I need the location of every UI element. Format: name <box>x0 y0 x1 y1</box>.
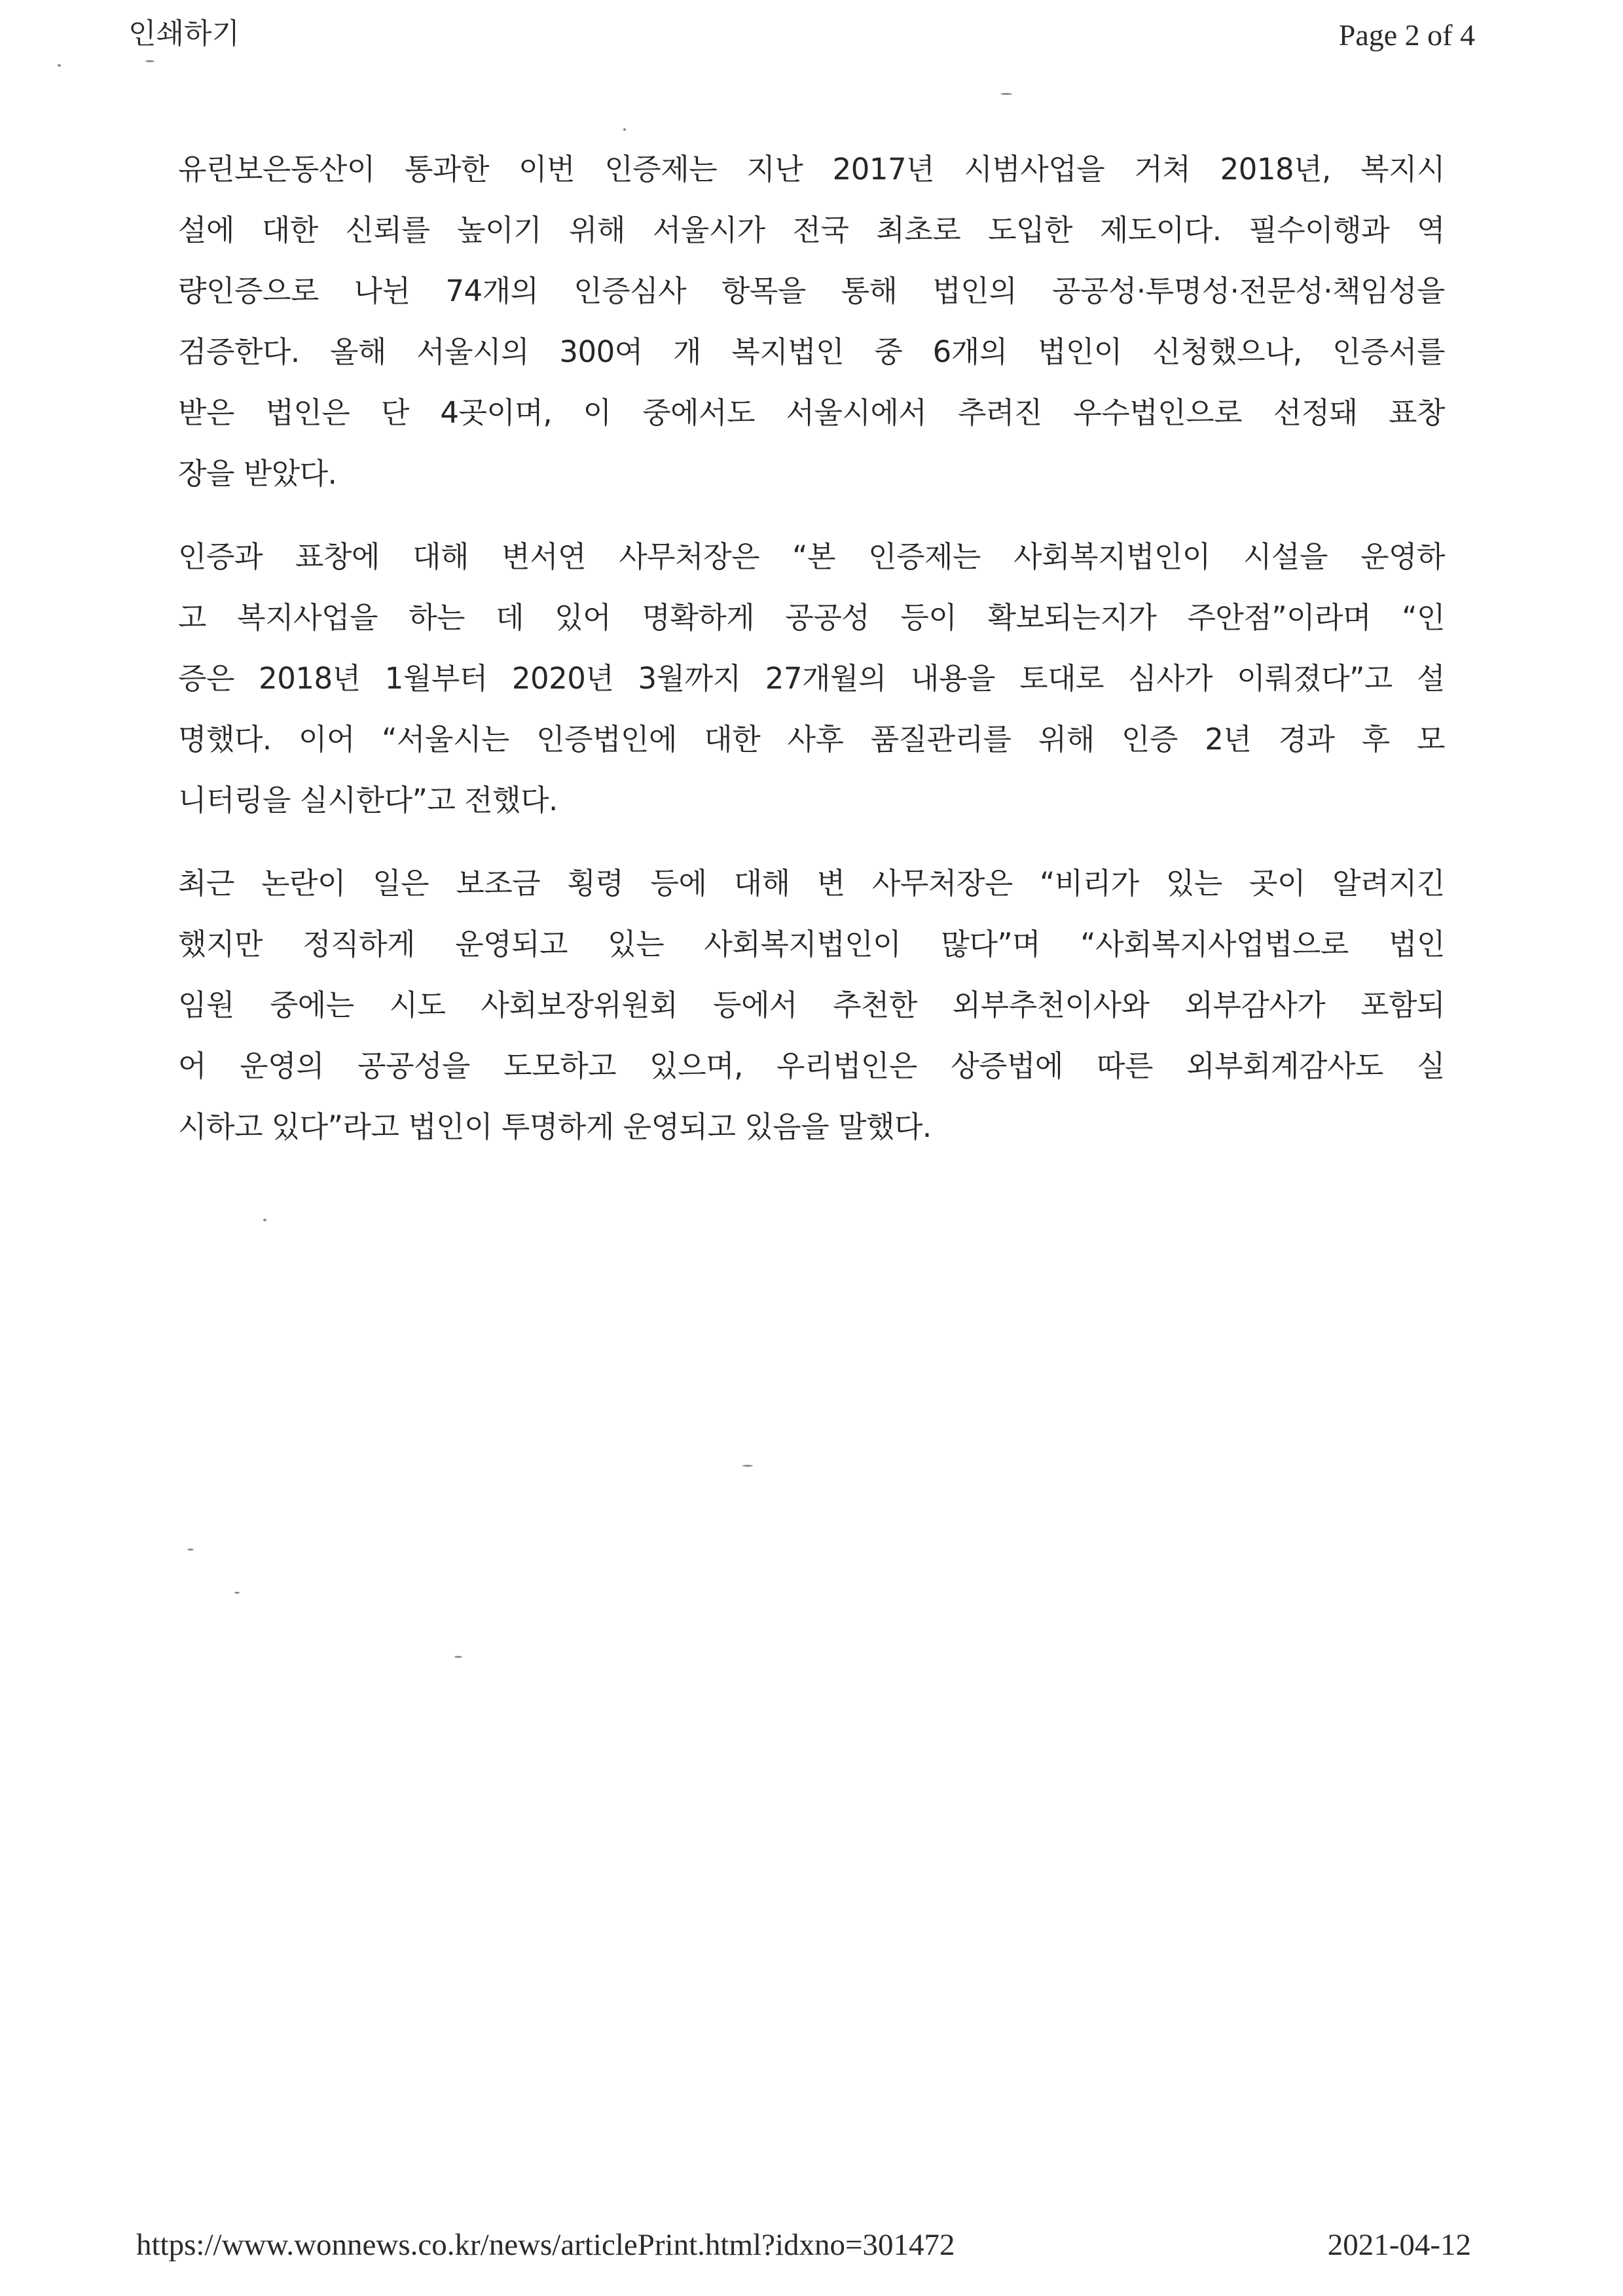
text-line: 했지만 정직하게 운영되고 있는 사회복지법인이 많다”며 “사회복지사업법으로 법인 <box>178 927 1445 961</box>
text-line: 받은 법인은 단 4곳이며, 이 중에서도 서울시에서 추려진 우수법인으로 선정돼 표창 <box>178 395 1445 430</box>
scan-speck <box>742 1465 753 1467</box>
text-line: 설에 대한 신뢰를 높이기 위해 서울시가 전국 최초로 도입한 제도이다. 필수이행과 역 <box>178 213 1445 247</box>
page-indicator: Page 2 of 4 <box>1338 18 1475 52</box>
text-line: 유린보은동산이 통과한 이번 인증제는 지난 2017년 시범사업을 거쳐 2018년, 복지시 <box>178 152 1445 187</box>
article-body <box>178 139 1445 1179</box>
text-line: 인증과 표창에 대해 변서연 사무처장은 “본 인증제는 사회복지법인이 시설을 운영하 <box>178 539 1445 574</box>
text-line: 량인증으로 나뉜 74개의 인증심사 항목을 통해 법인의 공공성·투명성·전문성·책임성을 <box>178 274 1445 308</box>
text-line: 어 운영의 공공성을 도모하고 있으며, 우리법인은 상증법에 따른 외부회계감사도 실 <box>178 1049 1445 1083</box>
text-line: 최근 논란이 일은 보조금 횡령 등에 대해 변 사무처장은 “비리가 있는 곳이 알려지긴 <box>178 866 1445 901</box>
scan-speck <box>58 64 61 67</box>
text-line: 증은 2018년 1월부터 2020년 3월까지 27개월의 내용을 토대로 심사가 이뤄졌다”고 설 <box>178 661 1445 696</box>
text-line: 니터링을 실시한다”고 전했다. <box>178 783 558 817</box>
scan-speck <box>1000 93 1012 95</box>
text-line: 명했다. 이어 “서울시는 인증법인에 대한 사후 품질관리를 위해 인증 2년 경과 후 모 <box>178 722 1445 757</box>
print-link[interactable]: 인쇄하기 <box>128 17 240 50</box>
scan-speck <box>187 1549 194 1551</box>
text-line: 임원 중에는 시도 사회보장위원회 등에서 추천한 외부추천이사와 외부감사가 포함되 <box>178 988 1445 1022</box>
scan-speck <box>145 60 155 62</box>
article-url[interactable]: https://www.wonnews.co.kr/news/articlePrint.html?idxno=301472 <box>136 2228 955 2262</box>
paragraph-interview <box>178 526 1445 831</box>
print-date: 2021-04-12 <box>1327 2228 1471 2262</box>
paragraph-transparency <box>178 853 1445 1157</box>
scan-speck <box>234 1592 240 1594</box>
text-line: 시하고 있다”라고 법인이 투명하게 운영되고 있음을 말했다. <box>178 1109 932 1144</box>
scan-speck <box>263 1219 266 1221</box>
scan-speck <box>623 128 626 131</box>
text-line: 장을 받았다. <box>178 456 337 491</box>
scan-speck <box>454 1656 462 1658</box>
text-line: 고 복지사업을 하는 데 있어 명확하게 공공성 등이 확보되는지가 주안점”이라며 “인 <box>178 600 1445 635</box>
paragraph-certification <box>178 139 1445 504</box>
text-line: 검증한다. 올해 서울시의 300여 개 복지법인 중 6개의 법인이 신청했으나, 인증서를 <box>178 334 1445 369</box>
